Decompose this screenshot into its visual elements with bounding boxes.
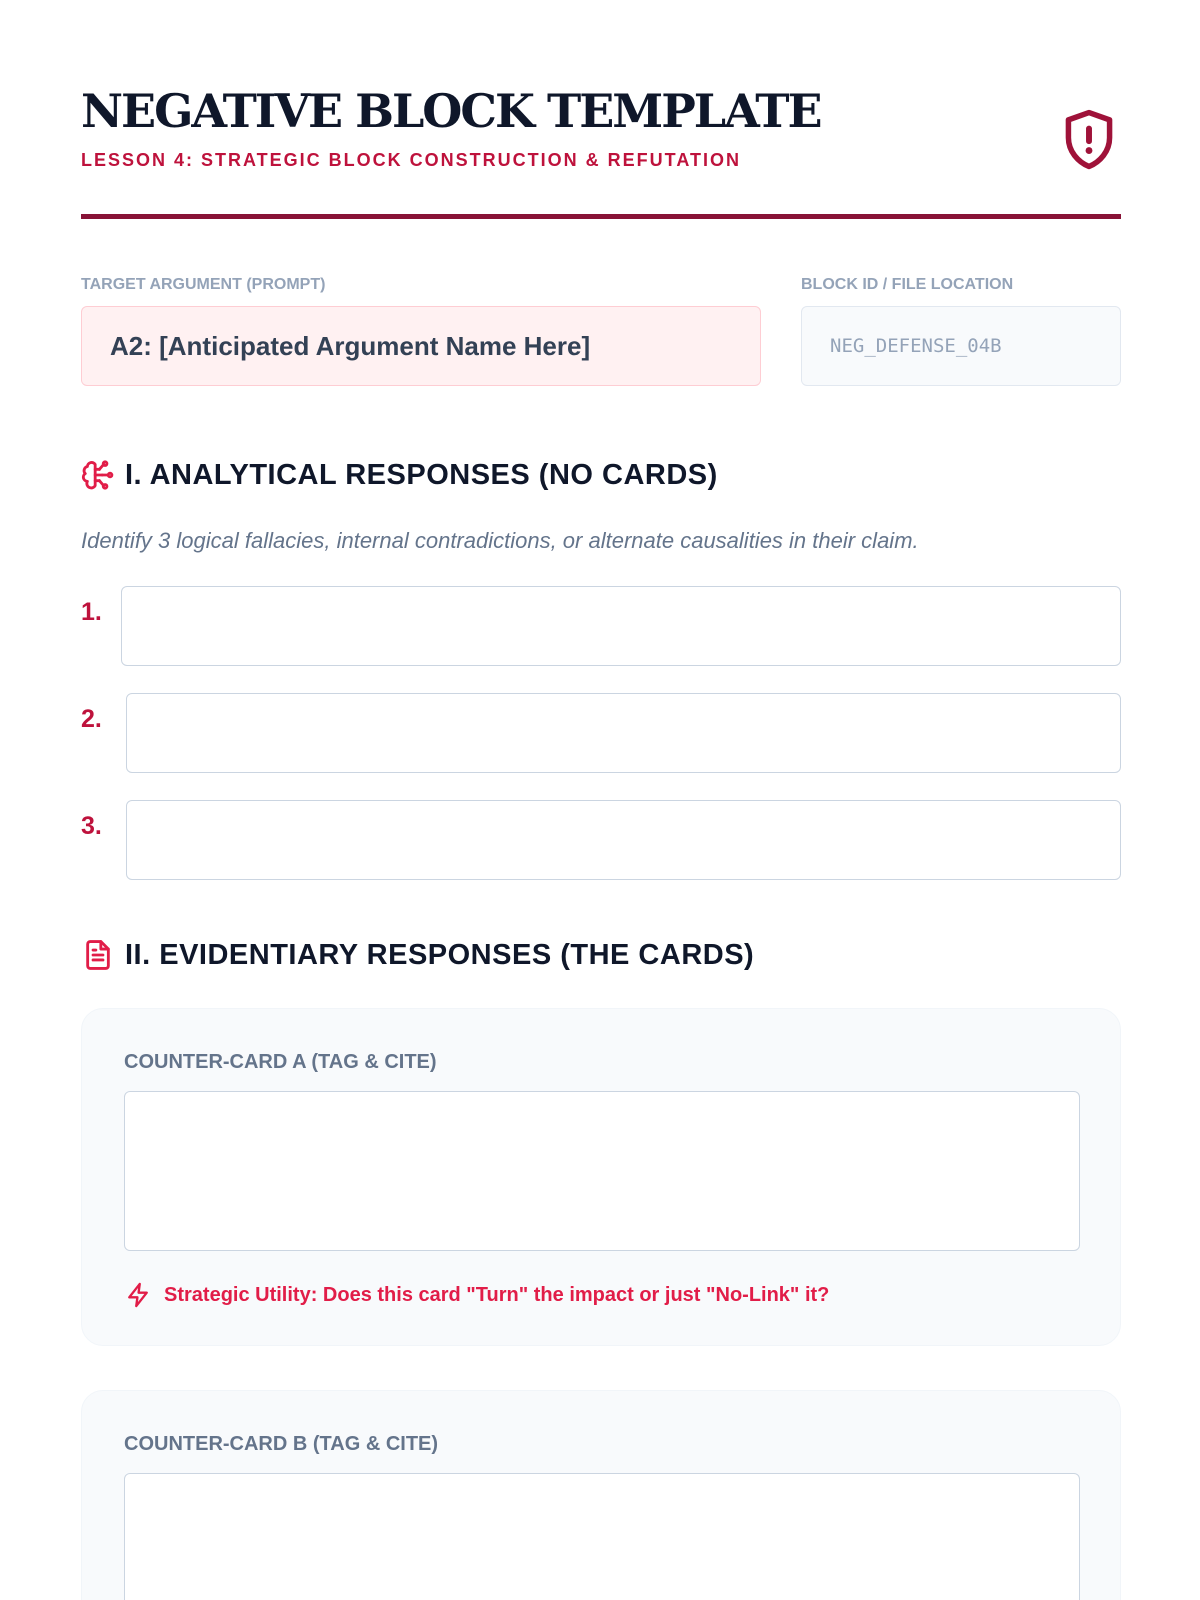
block-id-field[interactable] xyxy=(801,306,1121,386)
header-divider xyxy=(81,214,1121,219)
strategic-utility-text: Strategic Utility: Does this card "Turn" the impact or just "No-Link" it? xyxy=(164,1283,830,1306)
answer-number-1: 1. xyxy=(81,598,102,626)
analytical-heading-text: I. ANALYTICAL RESPONSES (NO CARDS) xyxy=(125,458,718,491)
evidentiary-section-heading xyxy=(81,938,754,972)
brain-icon xyxy=(81,458,115,492)
evidentiary-heading-text: II. EVIDENTIARY RESPONSES (THE CARDS) xyxy=(125,938,755,971)
counter-card-b-field[interactable] xyxy=(124,1473,1080,1600)
lightning-bolt-icon xyxy=(124,1281,152,1309)
counter-card-a-label: COUNTER-CARD A (TAG & CITE) xyxy=(124,1051,437,1073)
analytical-answer-3[interactable] xyxy=(126,800,1121,880)
answer-number-3: 3. xyxy=(81,812,102,840)
counter-card-b xyxy=(81,1390,1121,1600)
counter-card-a xyxy=(81,1008,1121,1346)
target-argument-field[interactable] xyxy=(81,306,761,386)
analytical-instruction: Identify 3 logical fallacies, internal contradictions, or alternate causalities in their claim. xyxy=(81,528,919,553)
analytical-answer-1[interactable] xyxy=(121,586,1121,666)
strategic-utility-note xyxy=(124,1281,829,1309)
block-id-value: NEG_DEFENSE_04B xyxy=(830,335,1002,357)
counter-card-b-label: COUNTER-CARD B (TAG & CITE) xyxy=(124,1433,439,1455)
block-id-label: BLOCK ID / FILE LOCATION xyxy=(801,276,1014,293)
target-argument-value: A2: [Anticipated Argument Name Here] xyxy=(110,330,591,361)
answer-number-2: 2. xyxy=(81,705,102,733)
worksheet-page xyxy=(81,0,1121,1455)
header xyxy=(81,0,1121,222)
document-icon xyxy=(81,938,115,972)
target-argument-label: TARGET ARGUMENT (PROMPT) xyxy=(81,276,326,293)
shield-alert-icon xyxy=(1061,108,1117,172)
page-title: NEGATIVE BLOCK TEMPLATE xyxy=(81,84,821,138)
analytical-section-heading xyxy=(81,458,718,492)
page-subtitle: LESSON 4: STRATEGIC BLOCK CONSTRUCTION & REFUTATION xyxy=(81,150,741,170)
analytical-answer-2[interactable] xyxy=(126,693,1121,773)
counter-card-a-field[interactable] xyxy=(124,1091,1080,1251)
